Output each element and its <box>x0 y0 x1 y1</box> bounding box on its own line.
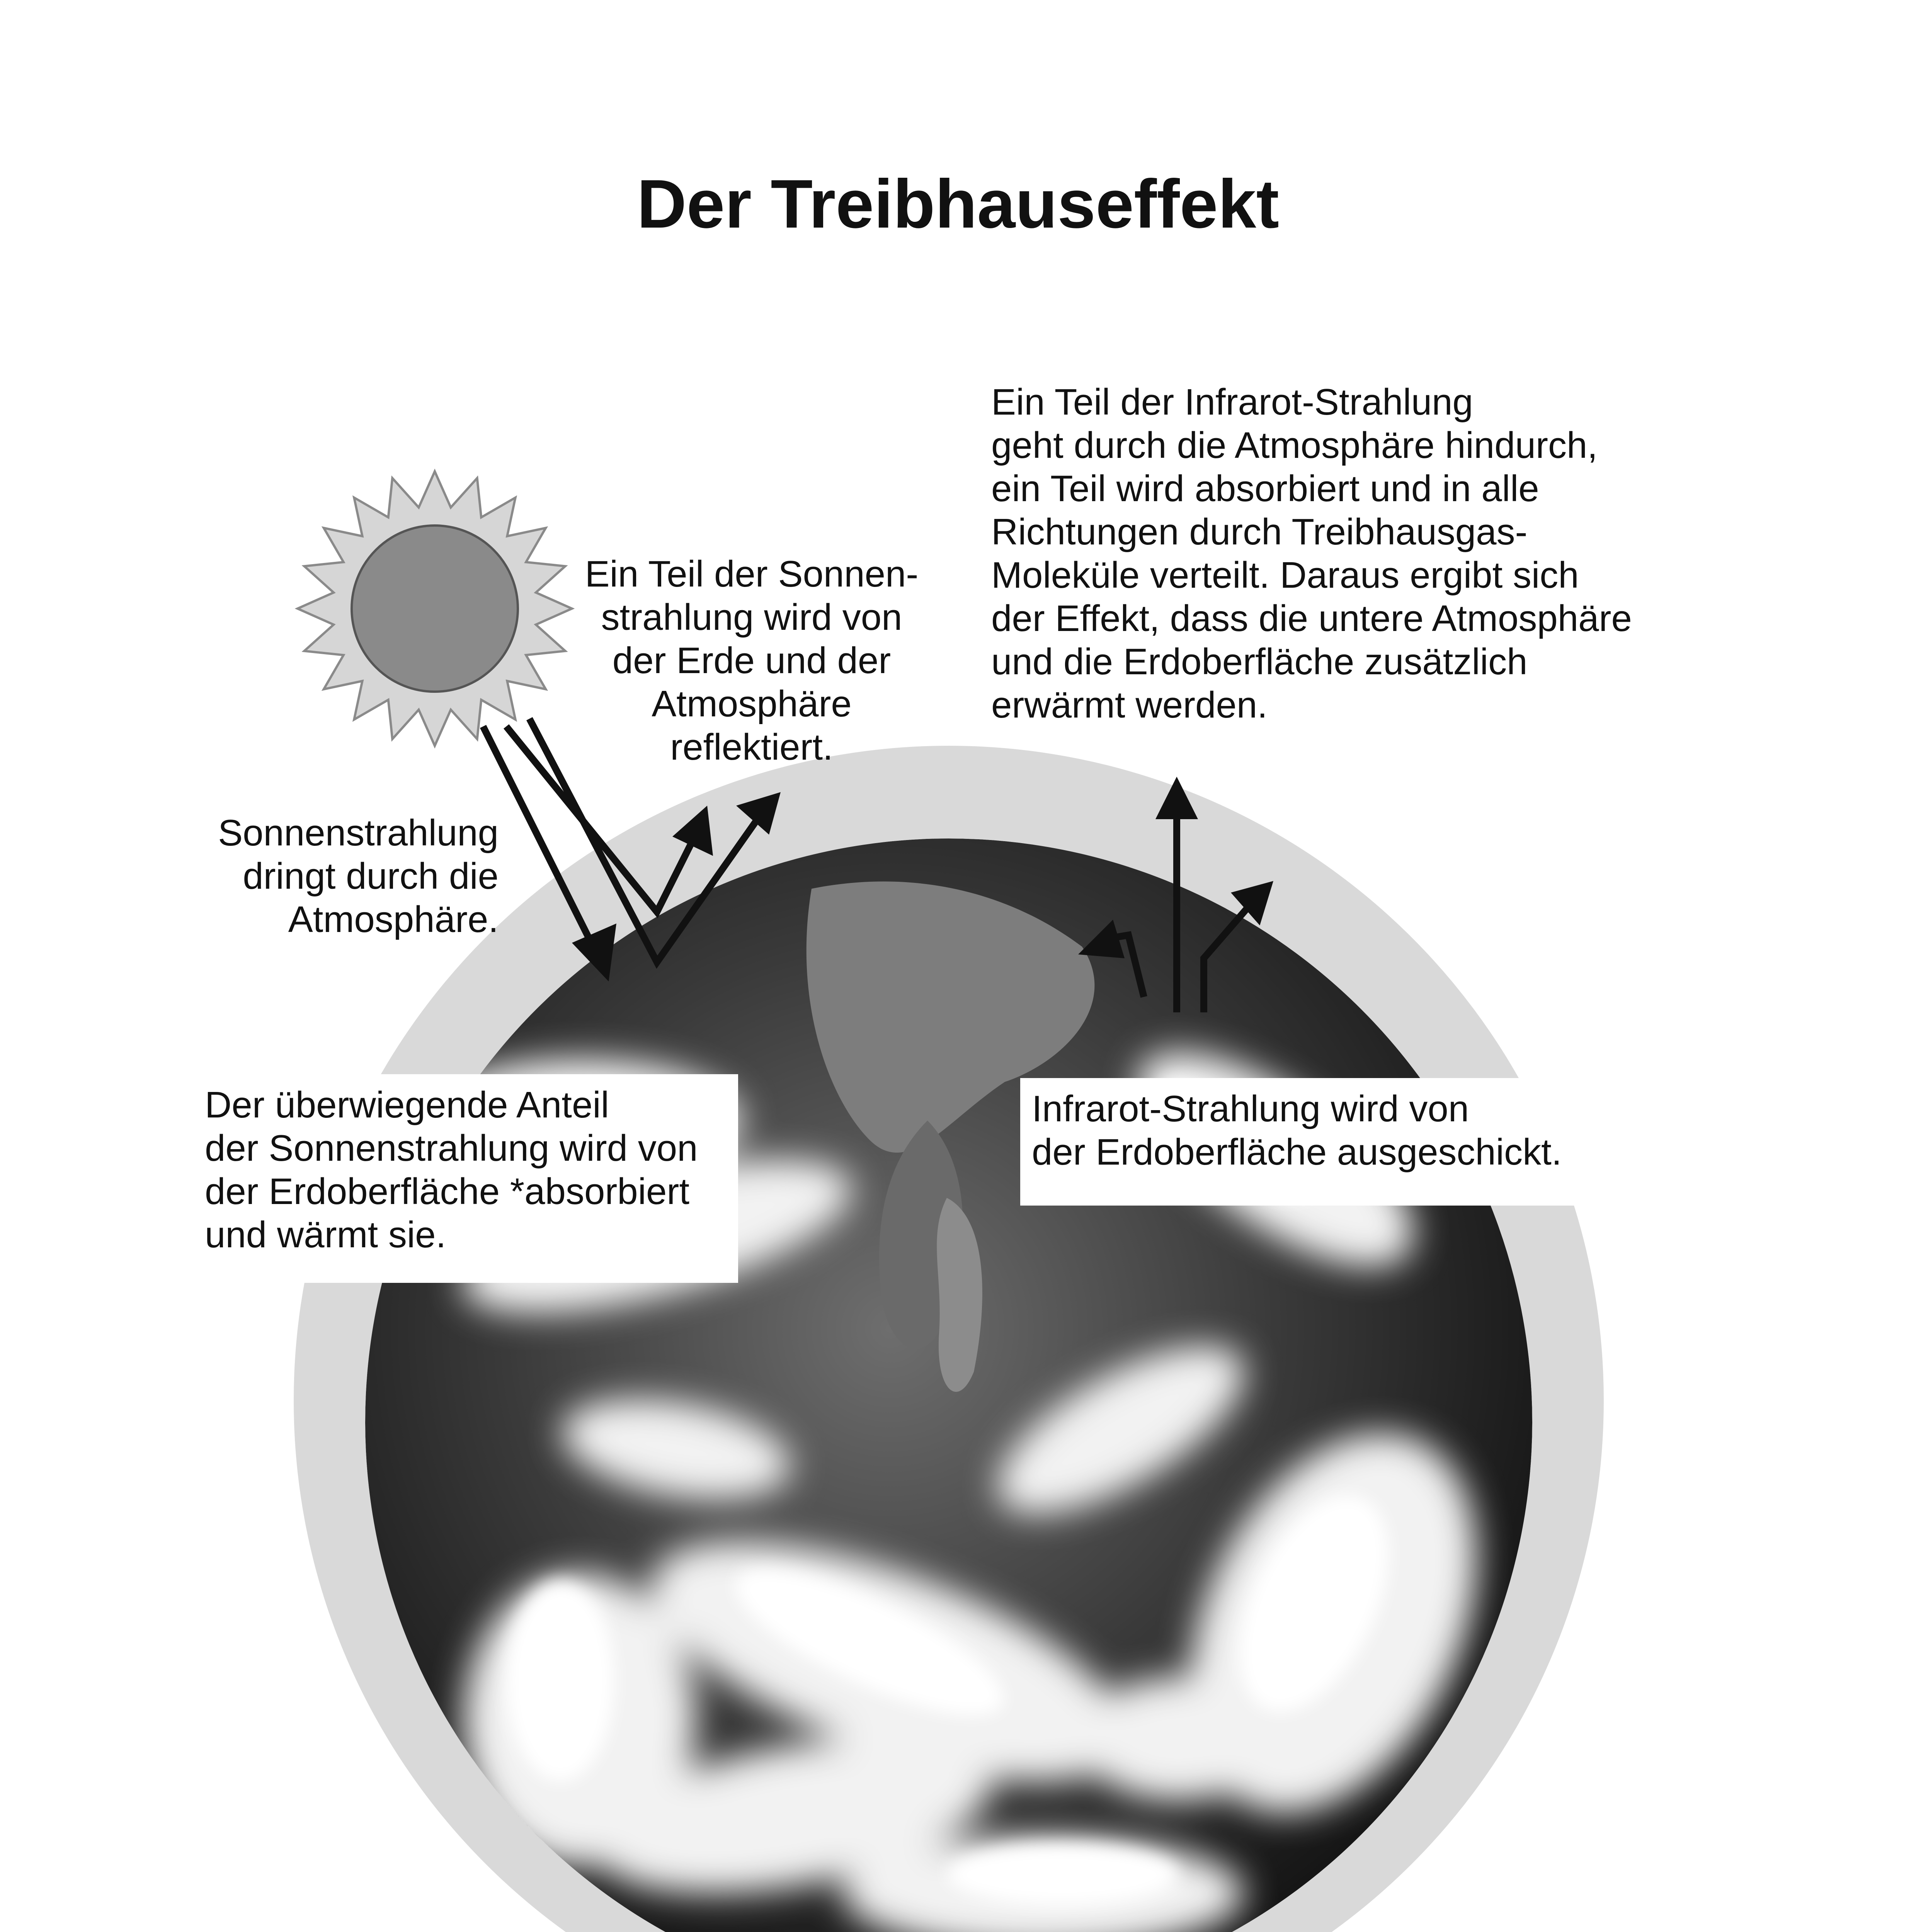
page-title: Der Treibhauseffekt <box>637 165 1279 242</box>
label-infrared-emitted: Infrarot-Strahlung wird von der Erdoberfläche ausgeschickt. <box>1020 1078 1608 1206</box>
label-absorbed: Der überwiegende Anteil der Sonnenstrahlung wird von der Erdoberfläche *absorbiert und wärmt sie. <box>193 1074 738 1283</box>
label-sunlight-enters: Sonnenstrahlung dringt durch die Atmosphäre. <box>218 812 499 940</box>
label-reflected: Ein Teil der Sonnen- strahlung wird von der Erde und der Atmosphäre reflektiert. <box>585 553 919 768</box>
label-infrared-atmosphere: Ein Teil der Infrarot-Strahlung geht durch die Atmosphäre hindurch, ein Teil wird absorbiert und in alle Richtungen durch Treibhausgas- Moleküle verteilt. Daraus ergibt sich der Effekt, dass die untere Atmosphäre und die Erdoberfläche zusätzlich erwärmt werden. <box>991 381 1632 726</box>
sun-icon <box>298 471 572 746</box>
